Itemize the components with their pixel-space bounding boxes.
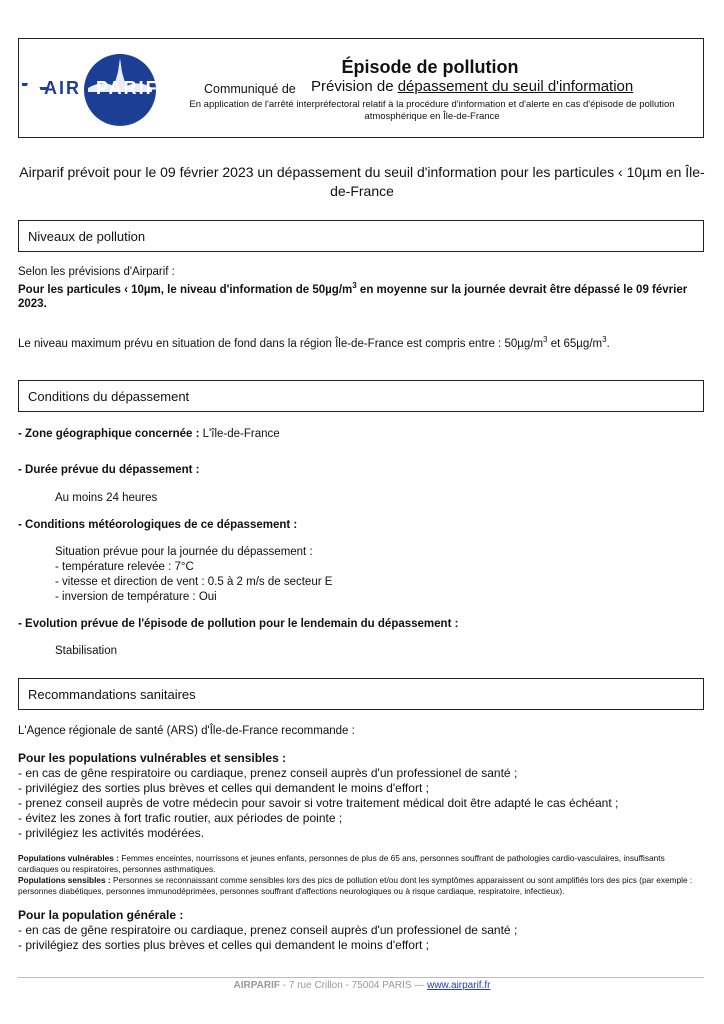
ars-intro: L'Agence régionale de santé (ARS) d'Île-de-France recommande : <box>18 725 355 737</box>
list-item: - privilégiez des sorties plus brèves et celles qui demandent le moins d'effort ; <box>18 781 429 795</box>
application-text: En application de l'arrêté interpréfectoral relatif à la procédure d'information et d'alerte en cas d'épisode de pollution atmosphérique en Île-de-France <box>189 99 675 122</box>
svg-text:PARIF: PARIF <box>96 78 159 98</box>
meteo-line: - température relevée : 7°C <box>55 561 194 573</box>
meteo-line: Situation prévue pour la journée du dépassement : <box>55 546 313 558</box>
niveaux-intro: Selon les prévisions d'Airparif : <box>18 266 175 278</box>
footer <box>0 980 724 991</box>
section-recommandations-header <box>18 678 704 710</box>
evolution-value: Stabilisation <box>55 645 118 657</box>
max-text-1: Le niveau maximum prévu en situation de fond dans la région Île-de-France est compris entre : 50µg/m <box>18 337 544 350</box>
list-item: - privilégiez les activités modérées. <box>18 826 205 840</box>
bold-text-1: Pour les particules ‹ 10µm, le niveau d'information de 50µg/m <box>18 283 353 296</box>
list-item: - prenez conseil auprès de votre médecin pour savoir si votre traitement médical doit être adapté le cas échéant ; <box>18 796 619 810</box>
meteo-line: - vitesse et direction de vent : 0.5 à 2 m/s de secteur E <box>55 576 333 588</box>
section-conditions-header <box>18 380 704 412</box>
meteo-label: - Conditions météorologiques de ce dépassement : <box>18 519 298 531</box>
bold-sup: 3 <box>352 281 357 290</box>
list-item: - évitez les zones à fort trafic routier, aux périodes de pointe ; <box>18 811 343 825</box>
note-vulnerables <box>18 853 704 874</box>
niveaux-bold-statement <box>18 279 704 312</box>
list-item: - en cas de gêne respiratoire ou cardiaque, prenez conseil auprès d'un professionel de santé ; <box>18 766 518 780</box>
prevision-underlined: dépassement du seuil d'information <box>397 78 634 95</box>
section-title: Niveaux de pollution <box>28 229 146 244</box>
airparif-logo <box>22 50 172 130</box>
footer-address: - 7 rue Crillon - 75004 PARIS — <box>280 980 428 991</box>
evolution-label: - Evolution prévue de l'épisode de pollution pour le lendemain du dépassement : <box>18 618 459 630</box>
list-item: - en cas de gêne respiratoire ou cardiaque, prenez conseil auprès d'un professionel de santé ; <box>18 923 518 937</box>
note-text: Femmes enceintes, nourrissons et jeunes enfants, personnes de plus de 65 ans, personnes souffrant de pathologies cardio-vasculaires, insuffisants cardiaques ou respiratoires, personnes asthmatiques. <box>18 853 665 874</box>
svg-text:AIR: AIR <box>44 78 81 98</box>
note-label: Populations vulnérables : <box>18 853 119 863</box>
max-sup-2: 3 <box>602 335 607 344</box>
note-text: Personnes se reconnaissant comme sensibles lors des pics de pollution et/ou dont les symptômes apparaissent ou sont amplifiés lors des pics (par exemple : personnes diabétiques, personnes immunodéprimées, personnes souffrant d'affections neurologiques ou à risque cardiaque, respiratoire, infectieux). <box>18 875 693 896</box>
generale-title: Pour la population générale : <box>18 908 184 922</box>
duree-label: - Durée prévue du dépassement : <box>18 464 200 476</box>
footer-divider <box>18 977 704 978</box>
duree-value: Au moins 24 heures <box>55 492 158 504</box>
meteo-line: - inversion de température : Oui <box>55 591 217 603</box>
section-title: Conditions du dépassement <box>28 389 190 404</box>
zone-value: L'île-de-France <box>199 428 280 440</box>
list-item: - privilégiez des sorties plus brèves et celles qui demandent le moins d'effort ; <box>18 938 429 952</box>
section-niveaux-header <box>18 220 704 252</box>
communique-label: Communiqué de <box>204 82 296 96</box>
footer-org: AIRPARIF <box>233 980 280 991</box>
max-sup-1: 3 <box>543 335 548 344</box>
prevision-heading <box>311 78 633 95</box>
zone-line <box>18 427 280 442</box>
section-title: Recommandations sanitaires <box>28 687 196 702</box>
page-title: Épisode de pollution <box>341 57 519 77</box>
prevision-prefix: Prévision de <box>311 78 398 95</box>
lead-statement: Airparif prévoit pour le 09 février 2023 un dépassement du seuil d'information pour les particules ‹ 10µm en Île-de-France <box>19 164 705 199</box>
vulnerables-title: Pour les populations vulnérables et sensibles : <box>18 751 287 765</box>
zone-label: - Zone géographique concernée : <box>18 428 200 440</box>
bold-text-2: en moyenne sur la journée devrait être dépassé le 09 février 2023. <box>18 283 688 311</box>
niveaux-maximum <box>18 333 610 351</box>
max-text-3: . <box>606 337 610 350</box>
note-sensibles <box>18 875 704 896</box>
footer-website-link[interactable]: www.airparif.fr <box>427 980 491 991</box>
note-label: Populations sensibles : <box>18 875 111 885</box>
max-text-2: et 65µg/m <box>547 337 603 350</box>
